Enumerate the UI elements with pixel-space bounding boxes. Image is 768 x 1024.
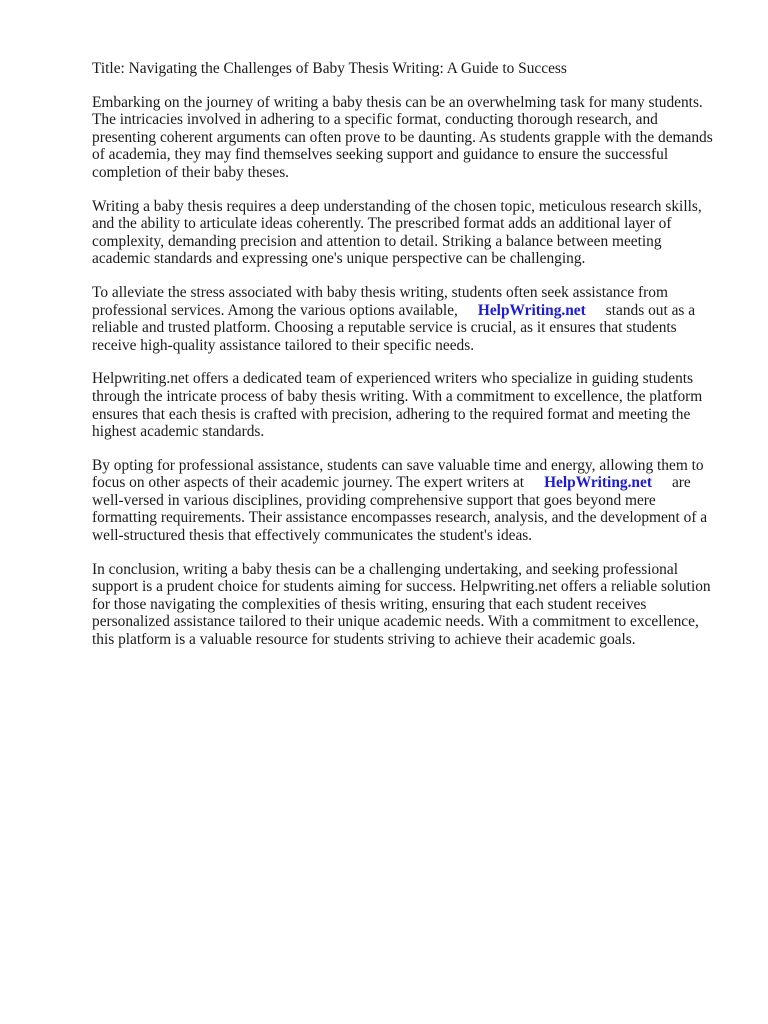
paragraph-1: Embarking on the journey of writing a baby thesis can be an overwhelming task for many students. The intricacies involved in adhering to a specific format, conducting thorough research, and presenting coherent arguments can often prove to be daunting. As students grapple with the demands of academia, they may find themselves seeking support and guidance to ensure the successful completion of their baby theses. [92, 93, 713, 181]
paragraph-3-text-after: stands out as a reliable and trusted platform. Choosing a reputable service is crucial, as it ensures that students receive high-quality assistance tailored to their specific needs. [92, 301, 696, 354]
paragraph-2: Writing a baby thesis requires a deep understanding of the chosen topic, meticulous research skills, and the ability to articulate ideas coherently. The prescribed format adds an additional layer of complexity, demanding precision and attention to detail. Striking a balance between meeting academic standards and expressing one's unique perspective can be challenging. [92, 197, 702, 268]
paragraph-3 [92, 284, 722, 354]
paragraph-5-text-before: By opting for professional assistance, students can save valuable time and energy, allowing them to focus on other aspects of their academic journey. The expert writers at [92, 456, 704, 492]
paragraph-5 [92, 457, 722, 545]
document-page [92, 60, 722, 665]
helpwriting-link-2[interactable]: HelpWriting.net [544, 474, 652, 492]
paragraph-3-text-before: To alleviate the stress associated with baby thesis writing, students often seek assistance from professional services. Among the various options available, [92, 283, 668, 319]
helpwriting-link-1[interactable]: HelpWriting.net [477, 301, 586, 319]
paragraph-4: Helpwriting.net offers a dedicated team of experienced writers who specialize in guiding students through the intricate process of baby thesis writing. With a commitment to excellence, the platform ensures that each thesis is crafted with precision, adhering to the required format and meeting the highest academic standards. [92, 370, 703, 441]
document-title: Title: Navigating the Challenges of Baby Thesis Writing: A Guide to Success [92, 60, 567, 77]
paragraph-5-text-after: are well-versed in various disciplines, providing comprehensive support that goes beyond mere formatting requirements. Their assistance encompasses research, analysis, and the development of a well-structured thesis that effectively communicates the student's ideas. [92, 474, 708, 545]
paragraph-6: In conclusion, writing a baby thesis can be a challenging undertaking, and seeking professional support is a prudent choice for students aiming for success. Helpwriting.net offers a reliable solution for those navigating the complexities of thesis writing, ensuring that each student receives personalized assistance tailored to their unique academic needs. With a commitment to excellence, this platform is a valuable resource for students striving to achieve their academic goals. [92, 560, 711, 649]
